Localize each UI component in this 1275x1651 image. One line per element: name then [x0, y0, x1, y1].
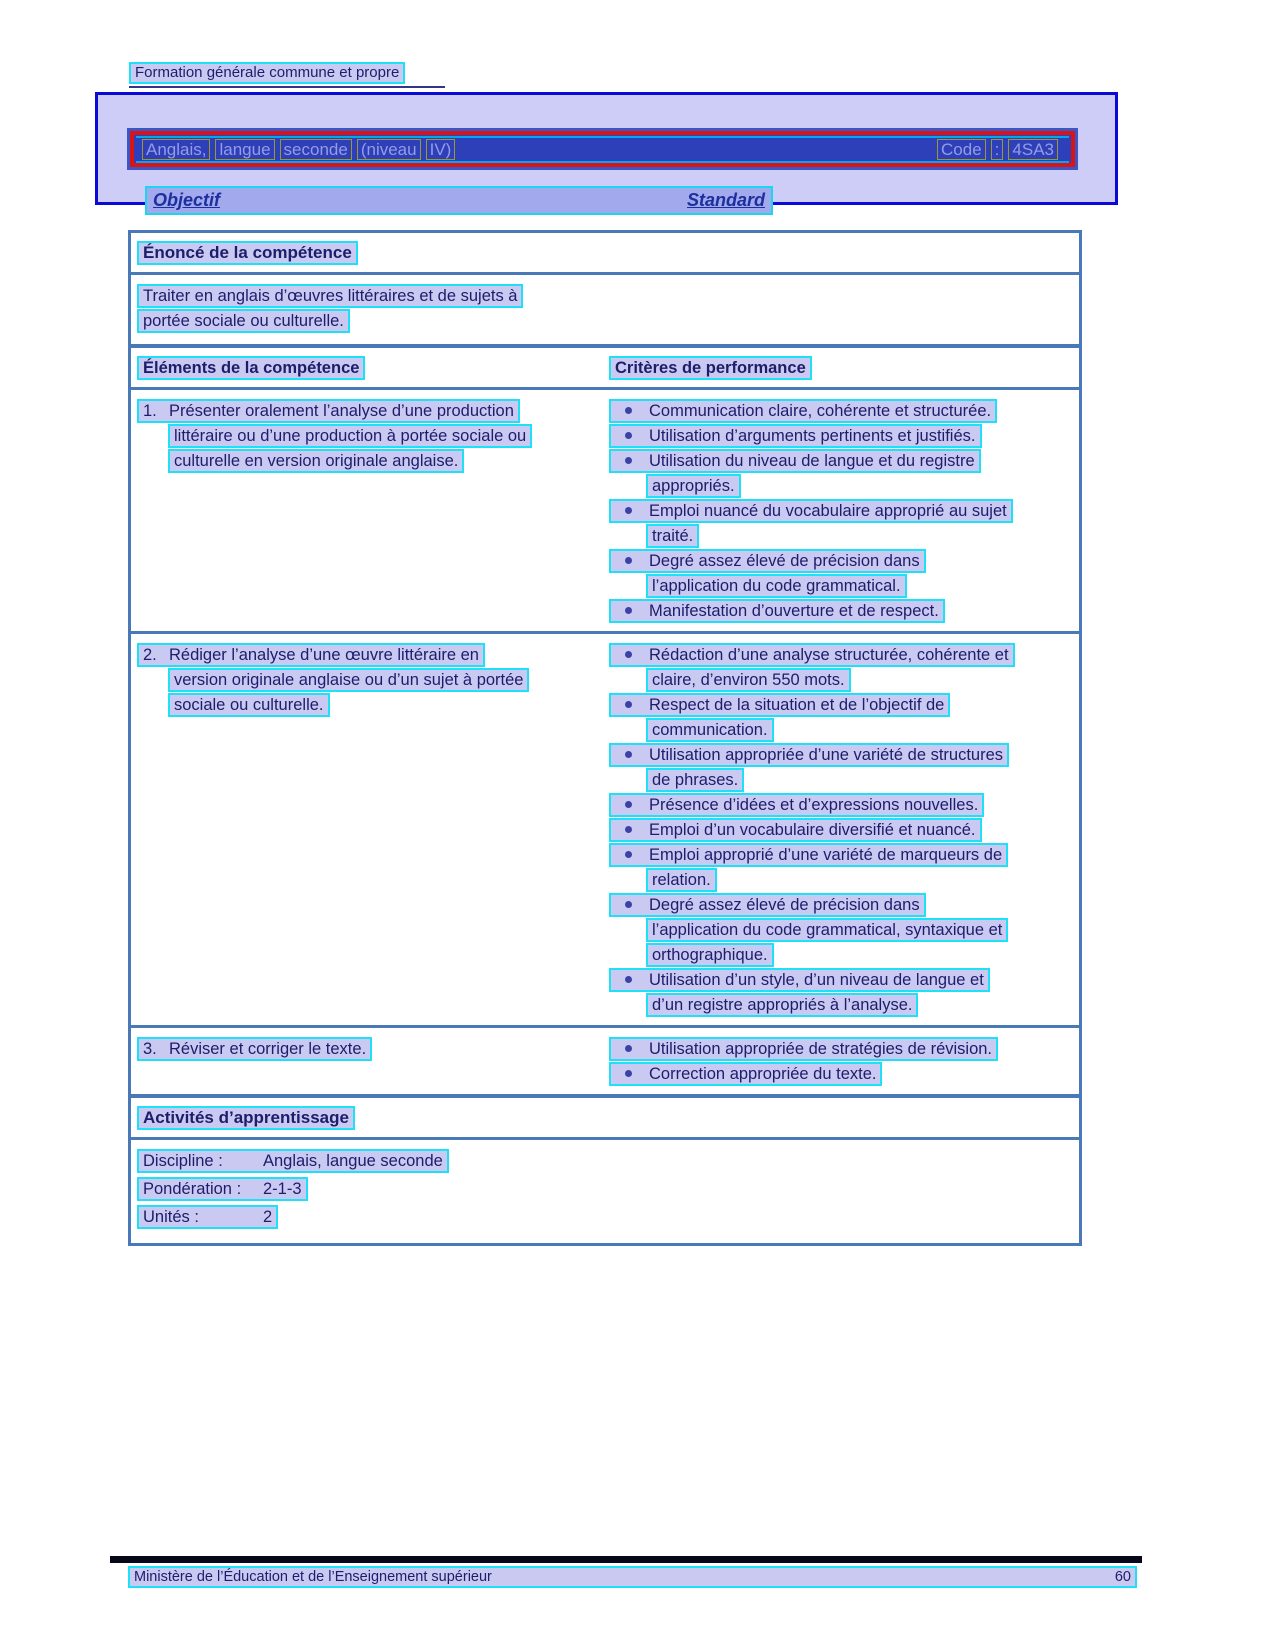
- title-word: langue: [215, 139, 274, 160]
- element-text: [137, 1037, 609, 1087]
- criteria-line: claire, d’environ 550 mots.: [646, 668, 851, 692]
- activites-label: Unités :: [143, 1208, 199, 1226]
- activites-label: Pondération :: [143, 1180, 242, 1198]
- running-header-rule: [129, 86, 445, 88]
- activites-line: [137, 1149, 449, 1173]
- element-row: [131, 390, 1079, 634]
- activites-value: 2: [263, 1208, 273, 1226]
- footer-ministry: Ministère de l’Éducation et de l’Enseignement supérieur: [134, 1569, 492, 1585]
- activites-value: 2-1-3: [263, 1180, 302, 1198]
- bullet-icon: [625, 607, 632, 614]
- criteria-line: communication.: [646, 718, 774, 742]
- code-label: Code: [937, 139, 986, 160]
- element-line: version originale anglaise ou d’un sujet à portée: [168, 668, 529, 692]
- elements-col2-title: Critères de performance: [609, 356, 812, 380]
- running-header-text: Formation générale commune et propre: [129, 62, 405, 84]
- criteria-line: Utilisation d’un style, d’un niveau de langue et: [609, 968, 990, 992]
- element-line: culturelle en version originale anglaise.: [168, 449, 464, 473]
- section-enonce-title: Énoncé de la compétence: [137, 241, 358, 265]
- bullet-icon: [625, 751, 632, 758]
- bullet-icon: [625, 457, 632, 464]
- criteria-line: Communication claire, cohérente et structurée.: [609, 399, 997, 423]
- criteria-list: [609, 399, 1073, 624]
- element-text: [137, 399, 609, 624]
- activites-label: Discipline :: [143, 1152, 223, 1170]
- bullet-icon: [625, 507, 632, 514]
- criteria-list: [609, 1037, 1073, 1087]
- section-activites-header: [131, 1098, 1079, 1140]
- criteria-line: Emploi approprié d’une variété de marqueurs de: [609, 843, 1008, 867]
- section-elements: [128, 345, 1082, 1097]
- criteria-line: Degré assez élevé de précision dans: [609, 893, 926, 917]
- standard-heading: Standard: [686, 190, 765, 210]
- bullet-icon: [625, 801, 632, 808]
- code-value: 4SA3: [1008, 139, 1058, 160]
- criteria-line: de phrases.: [646, 768, 744, 792]
- criteria-line: Utilisation appropriée d’une variété de structures: [609, 743, 1009, 767]
- elements-col1-header: [137, 356, 609, 380]
- bullet-icon: [625, 1070, 632, 1077]
- bullet-icon: [625, 901, 632, 908]
- criteria-line: Rédaction d’une analyse structurée, cohérente et: [609, 643, 1015, 667]
- bullet-icon: [625, 651, 632, 658]
- section-enonce: [128, 230, 1082, 347]
- criteria-line: Manifestation d’ouverture et de respect.: [609, 599, 945, 623]
- banner-text-line: [136, 136, 1069, 163]
- section-activites-title: Activités d’apprentissage: [137, 1106, 355, 1130]
- bullet-icon: [625, 851, 632, 858]
- section-activites: [128, 1095, 1082, 1246]
- code-separator: :: [991, 139, 1004, 160]
- element-line: 1. Présenter oralement l’analyse d’une production: [137, 399, 520, 423]
- page-number: 60: [1114, 1569, 1131, 1585]
- element-number: 3.: [143, 1040, 157, 1058]
- element-row: [131, 634, 1079, 1028]
- element-line: sociale ou culturelle.: [168, 693, 330, 717]
- element-line: 2. Rédiger l’analyse d’une œuvre littéraire en: [137, 643, 485, 667]
- title-box: [95, 92, 1118, 210]
- bullet-icon: [625, 557, 632, 564]
- course-title: [142, 139, 460, 160]
- criteria-line: Utilisation appropriée de stratégies de révision.: [609, 1037, 998, 1061]
- enonce-line: Traiter en anglais d’œuvres littéraires et de sujets à: [137, 284, 523, 308]
- footer-line: [128, 1566, 1137, 1588]
- enonce-line: portée sociale ou culturelle.: [137, 309, 350, 333]
- course-code: [937, 139, 1063, 160]
- criteria-line: Emploi nuancé du vocabulaire approprié au sujet: [609, 499, 1013, 523]
- criteria-line: l’application du code grammatical, syntaxique et: [646, 918, 1008, 942]
- elements-col1-title: Éléments de la compétence: [137, 356, 365, 380]
- element-number: 2.: [143, 646, 157, 664]
- criteria-line: Correction appropriée du texte.: [609, 1062, 882, 1086]
- criteria-line: appropriés.: [646, 474, 741, 498]
- section-enonce-body: [131, 275, 1079, 344]
- criteria-line: d’un registre appropriés à l’analyse.: [646, 993, 918, 1017]
- course-title-banner: [127, 128, 1078, 170]
- activites-line: [137, 1177, 308, 1201]
- criteria-line: Présence d’idées et d’expressions nouvelles.: [609, 793, 984, 817]
- title-word: Anglais,: [142, 139, 210, 160]
- criteria-line: traité.: [646, 524, 699, 548]
- running-header: [129, 62, 405, 84]
- activites-value: Anglais, langue seconde: [263, 1152, 443, 1170]
- criteria-line: Respect de la situation et de l’objectif de: [609, 693, 950, 717]
- element-line: littéraire ou d’une production à portée sociale ou: [168, 424, 532, 448]
- activites-line: [137, 1205, 278, 1229]
- criteria-list: [609, 643, 1073, 1018]
- bullet-icon: [625, 826, 632, 833]
- section-activites-body: [131, 1140, 1079, 1243]
- footer-rule: [110, 1556, 1142, 1563]
- criteria-line: relation.: [646, 868, 717, 892]
- element-line: 3. Réviser et corriger le texte.: [137, 1037, 372, 1061]
- elements-col2-header: [609, 356, 1073, 380]
- bullet-icon: [625, 1045, 632, 1052]
- objectif-heading: Objectif: [153, 190, 221, 210]
- bullet-icon: [625, 432, 632, 439]
- bullet-icon: [625, 407, 632, 414]
- bullet-icon: [625, 976, 632, 983]
- criteria-line: orthographique.: [646, 943, 774, 967]
- element-row: [131, 1028, 1079, 1094]
- objectif-standard-heading: [145, 186, 773, 215]
- bullet-icon: [625, 701, 632, 708]
- criteria-line: Utilisation d’arguments pertinents et justifiés.: [609, 424, 982, 448]
- title-word: (niveau: [357, 139, 421, 160]
- criteria-line: Utilisation du niveau de langue et du registre: [609, 449, 981, 473]
- title-word: IV): [426, 139, 456, 160]
- banner-red-frame: [130, 131, 1075, 167]
- element-number: 1.: [143, 402, 157, 420]
- title-word: seconde: [280, 139, 352, 160]
- elements-header-row: [131, 348, 1079, 390]
- criteria-line: Degré assez élevé de précision dans: [609, 549, 926, 573]
- criteria-line: Emploi d’un vocabulaire diversifié et nuancé.: [609, 818, 982, 842]
- page-footer: [128, 1566, 1137, 1588]
- criteria-line: l’application du code grammatical.: [646, 574, 907, 598]
- section-enonce-header: [131, 233, 1079, 275]
- element-text: [137, 643, 609, 1018]
